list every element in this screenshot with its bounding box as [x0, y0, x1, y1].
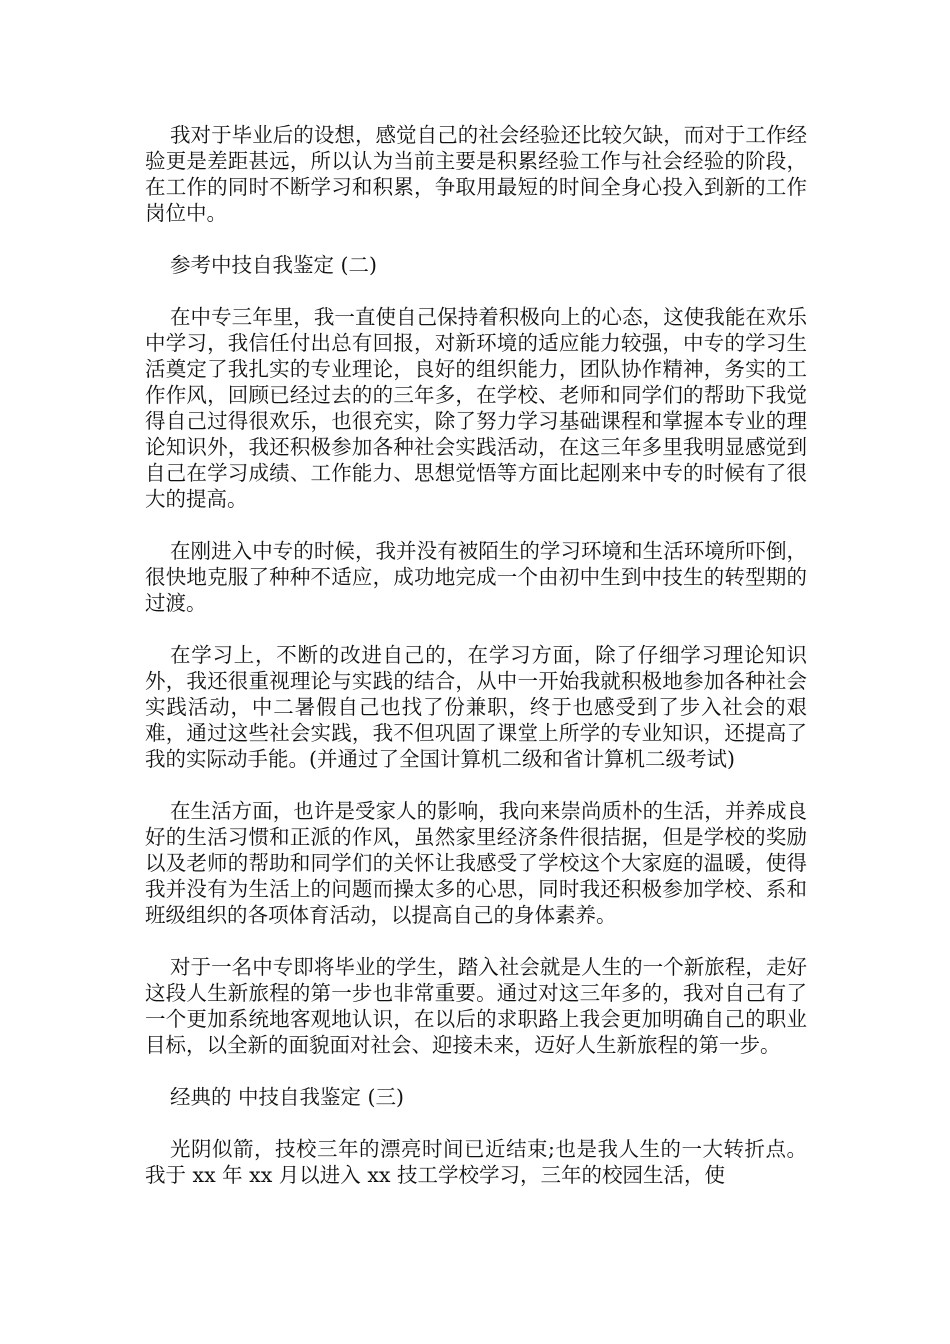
paragraph-life: 在生活方面，也许是受家人的影响，我向来崇尚质朴的生活，并养成良好的生活习惯和正派的作风，虽然家里经济条件很拮据，但是学校的奖励以及老师的帮助和同学们的关怀让我感受了学校这个大家庭的温暖，使得我并没有为生活上的问题而操太多的心思，同时我还积极参加学校、系和班级组织的各项体育活动，以提高自己的身体素养。 — [145, 799, 807, 927]
document-body — [145, 122, 807, 1188]
paragraph-study: 在学习上，不断的改进自己的，在学习方面，除了仔细学习理论知识外，我还很重视理论与实践的结合，从中一开始我就积极地参加各种社会实践活动，中二暑假自己也找了份兼职，终于也感受到了步入社会的艰难，通过这些社会实践，我不但巩固了课堂上所学的专业知识，还提高了我的实际动手能。(并通过了全国计算机二级和省计算机二级考试) — [145, 643, 807, 771]
paragraph-three-years-summary: 在中专三年里，我一直使自己保持着积极向上的心态，这使我能在欢乐中学习，我信任付出总有回报，对新环境的适应能力较强，中专的学习生活奠定了我扎实的专业理论，良好的组织能力，团队协作精神，务实的工作作风，回顾已经过去的的三年多，在学校、老师和同学们的帮助下我觉得自己过得很欢乐，也很充实，除了努力学习基础课程和掌握本专业的理论知识外，我还积极参加各种社会实践活动，在这三年多里我明显感觉到自己在学习成绩、工作能力、思想觉悟等方面比起刚来中专的时候有了很大的提高。 — [145, 305, 807, 511]
section-heading-3: 经典的 中技自我鉴定 (三) — [170, 1085, 405, 1109]
paragraph-graduation-plans: 我对于毕业后的设想，感觉自己的社会经验还比较欠缺，而对于工作经验更是差距甚远，所以认为当前主要是积累经验工作与社会经验的阶段，在工作的同时不断学习和积累，争取用最短的时间全身心投入到新的工作岗位中。 — [145, 123, 807, 225]
paragraph-time-flies: 光阴似箭，技校三年的漂亮时间已近结束;也是我人生的一大转折点。我于 xx 年 xx 月以进入 xx 技工学校学习，三年的校园生活，使 — [145, 1137, 807, 1187]
paragraph-future: 对于一名中专即将毕业的学生，踏入社会就是人生的一个新旅程，走好这段人生新旅程的第一步也非常重要。通过对这三年多的，我对自己有了一个更加系统地客观地认识，在以后的求职路上我会更加明确自己的职业目标，以全新的面貌面对社会、迎接未来，迈好人生新旅程的第一步。 — [145, 955, 807, 1057]
paragraph-entering-school: 在刚进入中专的时候，我并没有被陌生的学习环境和生活环境所吓倒，很快地克服了种种不适应，成功地完成一个由初中生到中技生的转型期的过渡。 — [145, 539, 807, 615]
section-heading-2: 参考中技自我鉴定 (二) — [170, 253, 378, 277]
